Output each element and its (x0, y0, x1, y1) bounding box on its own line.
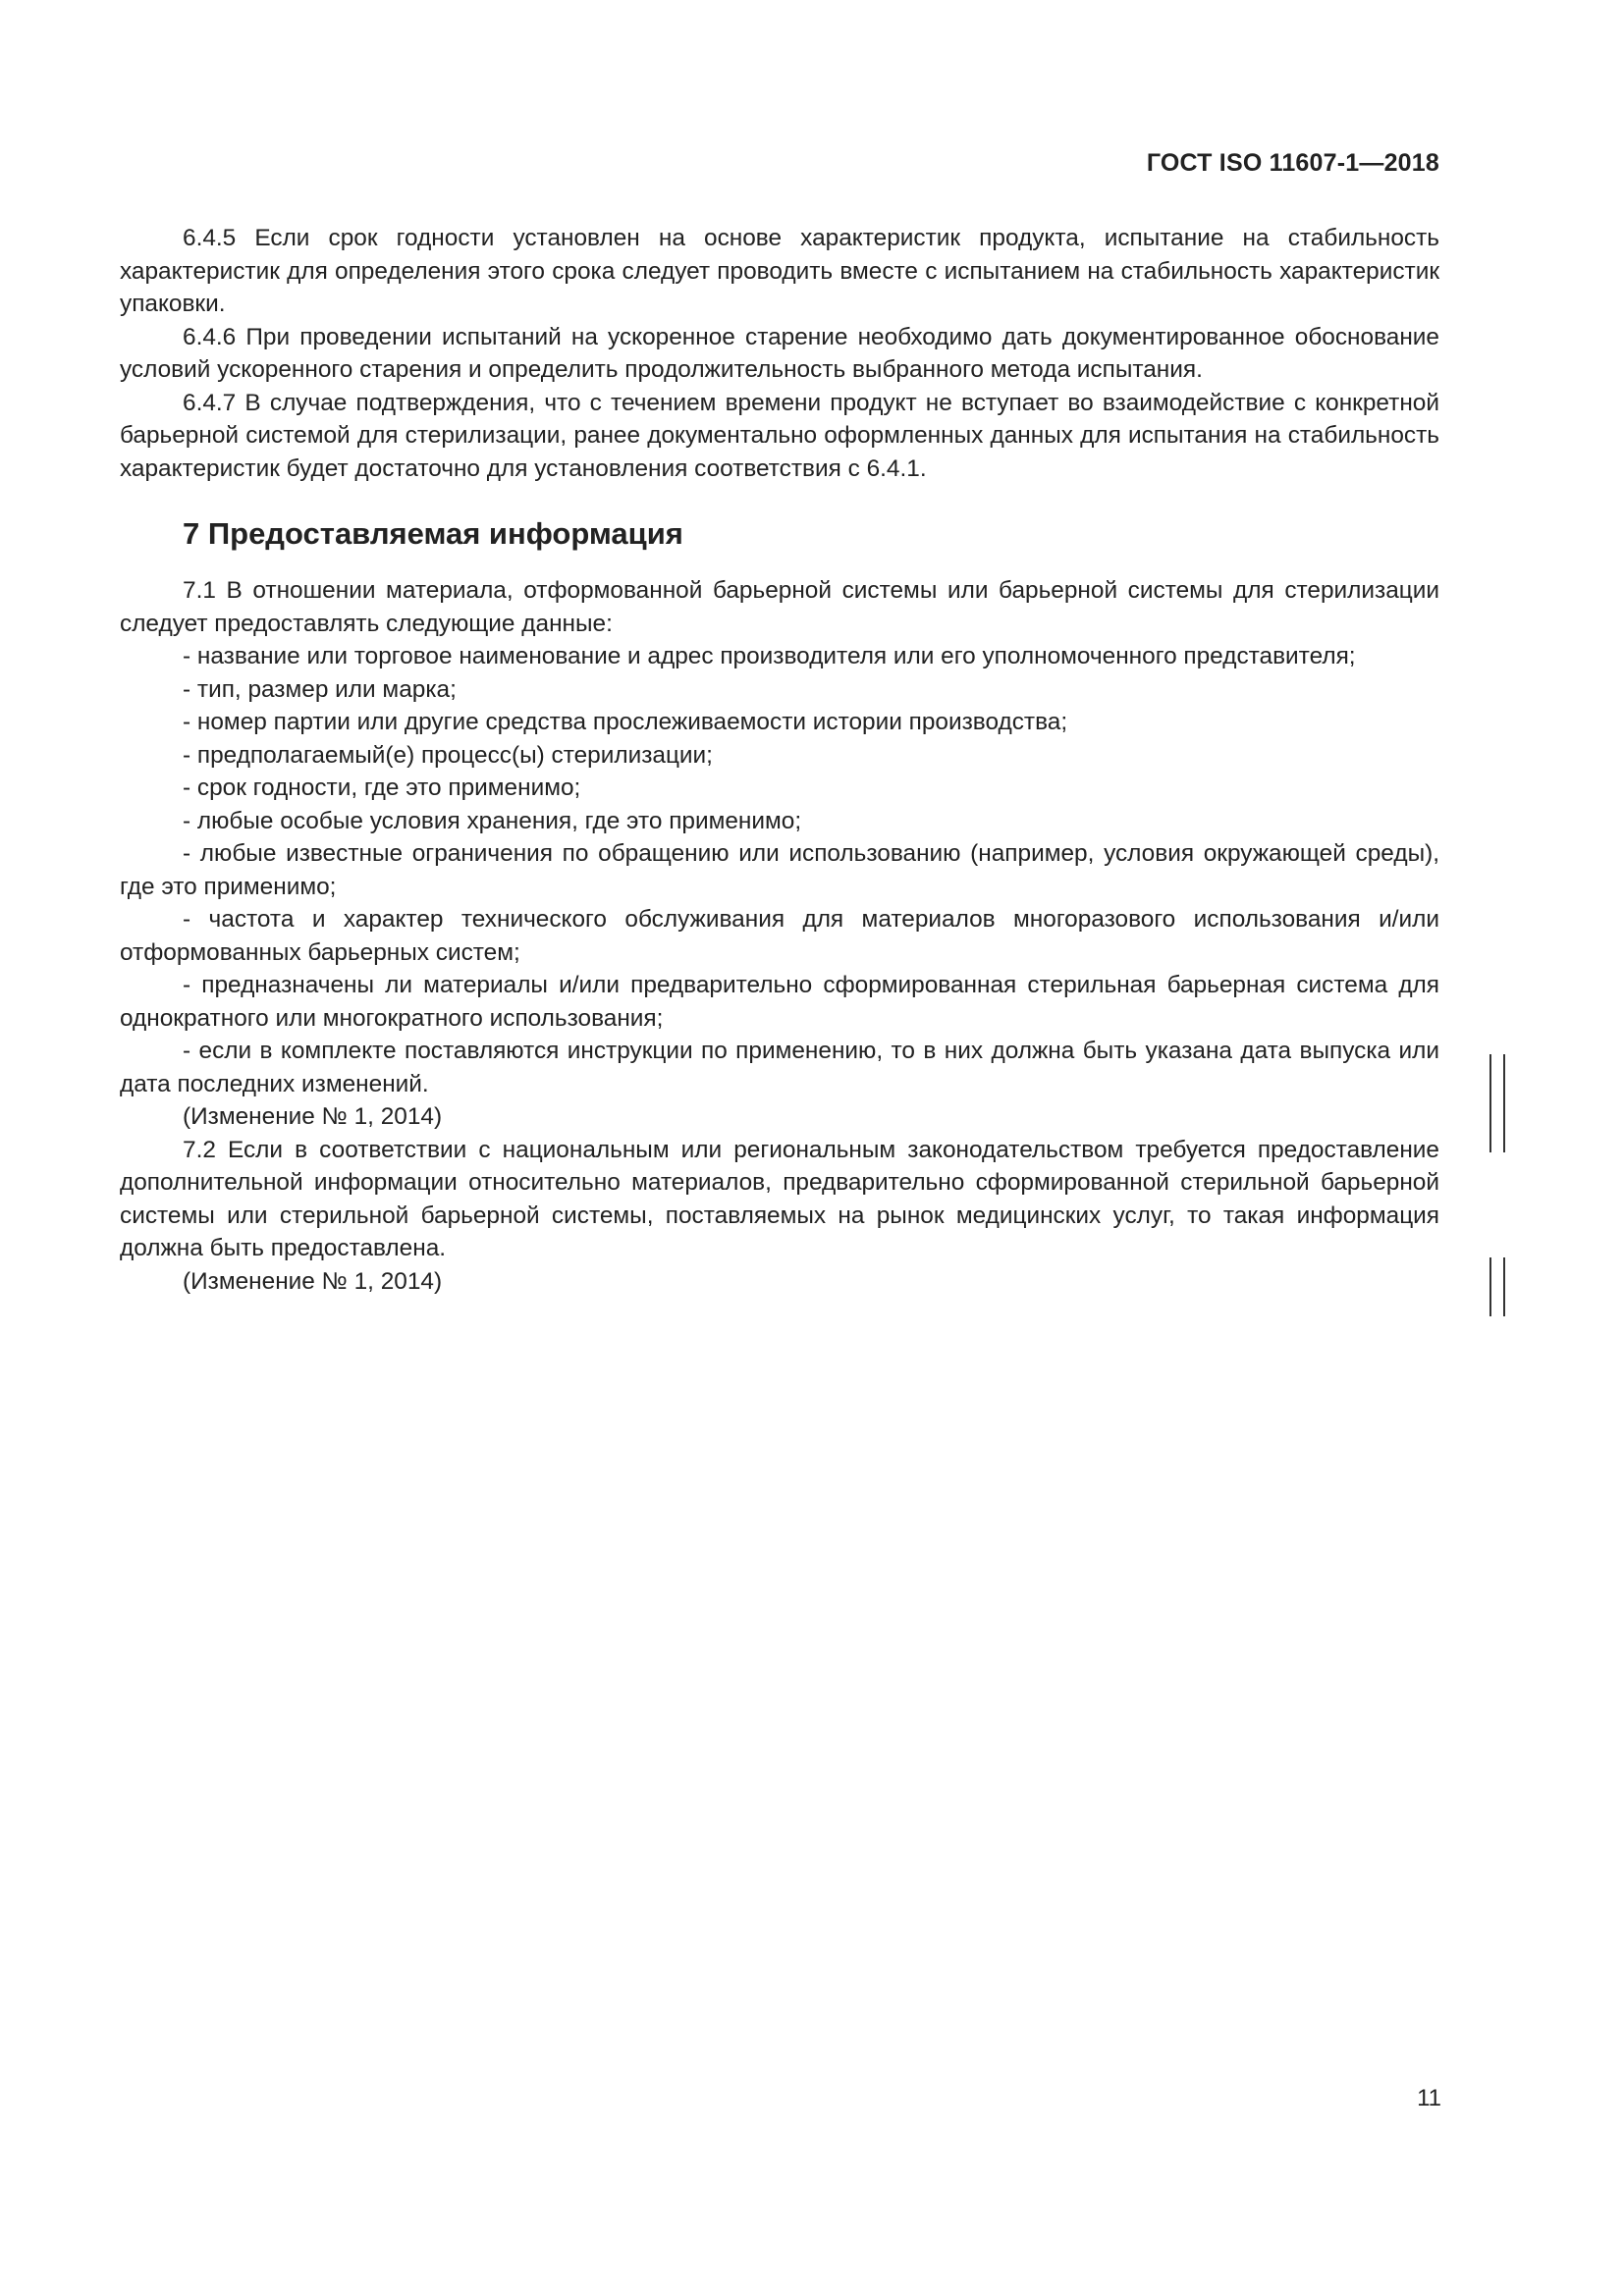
page-number: 11 (1417, 2085, 1441, 2111)
paragraph-6-4-7: 6.4.7 В случае подтверждения, что с течением времени продукт не вступает во взаимодействие с конкретной барьерной системой для стерилизации, ранее документально оформленных данных для испытания на стабильность характеристик будет достаточно для установления соответствия с 6.4.1. (120, 389, 1439, 482)
list-item: - предполагаемый(е) процесс(ы) стерилизации; (183, 741, 713, 769)
list-item: - срок годности, где это применимо; (183, 774, 581, 801)
list-item: - тип, размер или марка; (183, 675, 457, 703)
change-note: (Изменение № 1, 2014) (183, 1267, 443, 1295)
paragraph-7-2: 7.2 Если в соответствии с национальным или региональным законодательством требуется предоставление дополнительной информации относительно материалов, предварительно сформированной стерильной барьерной системы или стерильной барьерной системы, поставляемых на рынок медицинских услуг, то такая информация должна быть предоставлена. (120, 1136, 1439, 1261)
list-item: - предназначены ли материалы и/или предварительно сформированная стерильная барьерная система для однократного или многократного использования; (120, 972, 1439, 1032)
list-item: - если в комплекте поставляются инструкции по применению, то в них должна быть указана дата выпуска или дата последних изменений. (120, 1038, 1439, 1097)
document-body (120, 222, 1439, 1298)
list-item: - любые особые условия хранения, где это применимо; (183, 807, 802, 834)
paragraph-6-4-5: 6.4.5 Если срок годности установлен на основе характеристик продукта, испытание на стабильность характеристик для определения этого срока следует проводить вместе с испытанием на стабильность характеристик упаковки. (120, 225, 1439, 317)
list-item: - название или торговое наименование и адрес производителя или его уполномоченного представителя; (183, 643, 1356, 669)
list-item: - любые известные ограничения по обращению или использованию (например, условия окружающей среды), где это применимо; (120, 840, 1439, 900)
section-7-heading: 7 Предоставляемая информация (183, 516, 683, 551)
change-note: (Изменение № 1, 2014) (183, 1103, 443, 1130)
list-item: - частота и характер технического обслуживания для материалов многоразового использования и/или отформованных барьерных систем; (120, 906, 1439, 966)
revision-change-bar (1503, 1054, 1505, 1152)
paragraph-6-4-6: 6.4.6 При проведении испытаний на ускоренное старение необходимо дать документированное обоснование условий ускоренного старения и определить продолжительность выбранного метода испытания. (120, 323, 1439, 383)
revision-change-bar (1489, 1257, 1491, 1316)
revision-change-bar (1489, 1054, 1491, 1152)
list-item: - номер партии или другие средства прослеживаемости истории производства; (183, 709, 1068, 735)
document-code-header: ГОСТ ISO 11607-1—2018 (1146, 149, 1439, 177)
revision-change-bar (1503, 1257, 1505, 1316)
paragraph-7-1: 7.1 В отношении материала, отформованной барьерной системы или барьерной системы для стерилизации следует предоставлять следующие данные: (120, 577, 1439, 637)
